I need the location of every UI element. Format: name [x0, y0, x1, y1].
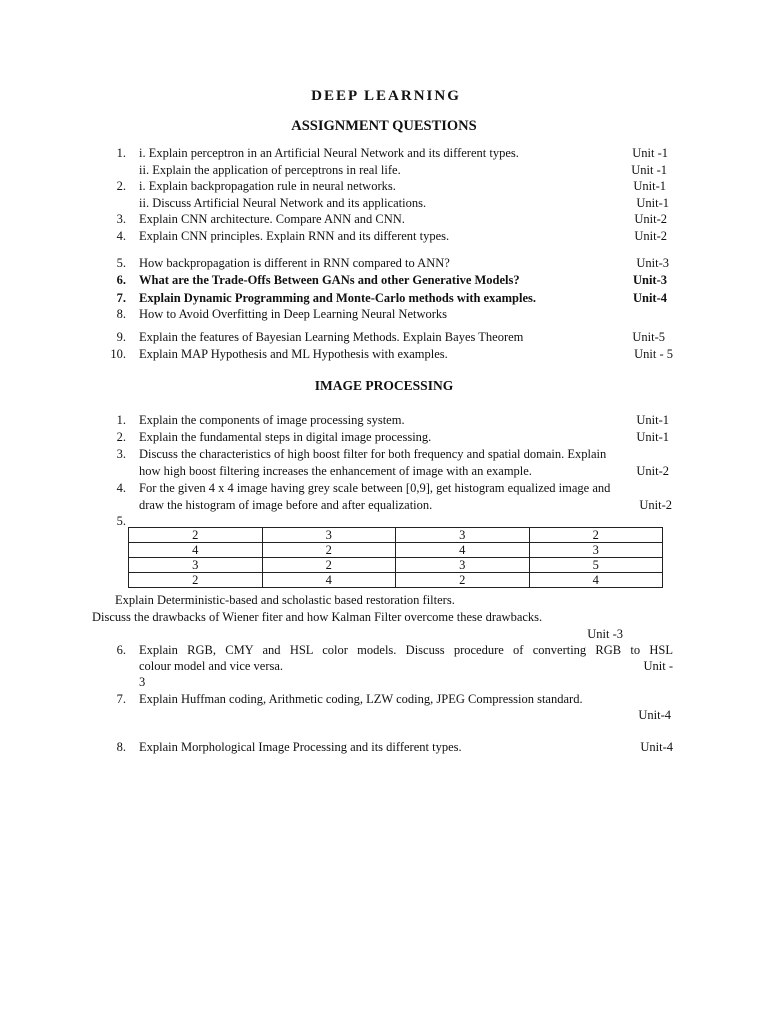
- question-number: 4.: [116, 229, 126, 243]
- unit-label: Unit-3: [632, 273, 667, 287]
- grid-row: [129, 558, 663, 573]
- question-number: 2.: [116, 430, 126, 444]
- unit-label: Unit -: [643, 659, 673, 673]
- grid-cell: 2: [262, 543, 396, 558]
- grid-cell: 2: [396, 573, 530, 588]
- ip-question-4-cont: [0, 497, 768, 514]
- question-number: 2.: [116, 179, 126, 193]
- question-number: 5.: [116, 514, 126, 528]
- grid-cell: 2: [129, 528, 263, 543]
- question-text: i. Explain backpropagation rule in neural networks.: [139, 179, 396, 193]
- question-number: 10.: [110, 347, 126, 361]
- unit-label: Unit-2: [636, 464, 669, 478]
- ip-question-8: [0, 739, 768, 756]
- question-text: colour model and vice versa.: [139, 659, 284, 673]
- unit-label: Unit-4: [632, 291, 667, 305]
- dl-question-2a: [0, 178, 768, 195]
- grid-cell: 4: [262, 573, 396, 588]
- dl-question-5: [0, 255, 768, 272]
- ip-question-6: [0, 642, 768, 659]
- question-text: Explain CNN architecture. Compare ANN and CNN.: [139, 212, 405, 226]
- question-text: How to Avoid Overfitting in Deep Learning Neural Networks: [139, 307, 448, 321]
- grid-row: [129, 543, 663, 558]
- question-text: Discuss the characteristics of high boost filter for both frequency and spatial domain. Explain: [139, 447, 607, 461]
- grid-row: [129, 528, 663, 543]
- grid-cell: 3: [129, 558, 263, 573]
- unit-label: Unit-5: [632, 330, 665, 344]
- dl-question-3: [0, 211, 768, 228]
- dl-question-1a: [0, 145, 768, 162]
- unit-label: Unit-1: [636, 430, 669, 444]
- question-text: ii. Discuss Artificial Neural Network and its applications.: [139, 196, 427, 210]
- question-text: Explain the components of image processing system.: [139, 413, 405, 427]
- question-text: Explain Dynamic Programming and Monte-Carlo methods with examples.: [139, 291, 536, 305]
- grid-cell: 2: [529, 528, 663, 543]
- ip-question-4: [0, 480, 768, 497]
- ip-question-5-unit-row: [0, 626, 768, 643]
- unit-label: Unit-2: [634, 212, 667, 226]
- question-text: Explain the fundamental steps in digital image processing.: [139, 430, 432, 444]
- question-number: 8.: [116, 740, 126, 754]
- unit-label: Unit-3: [636, 256, 669, 270]
- unit-label: Unit -1: [631, 163, 667, 177]
- question-text: Explain the features of Bayesian Learning Methods. Explain Bayes Theorem: [139, 330, 524, 344]
- ip-question-6-cont: [0, 658, 768, 675]
- question-text: Explain CNN principles. Explain RNN and its different types.: [139, 229, 450, 243]
- grid-cell: 2: [129, 573, 263, 588]
- question-number: 3.: [116, 212, 126, 226]
- question-number: 7.: [116, 692, 126, 706]
- unit-label: Unit-2: [634, 229, 667, 243]
- dl-title: DEEP LEARNING: [311, 88, 461, 104]
- dl-subtitle: ASSIGNMENT QUESTIONS: [291, 118, 477, 134]
- grid-cell: 3: [396, 528, 530, 543]
- grid-row: [129, 573, 663, 588]
- question-text: What are the Trade-Offs Between GANs and other Generative Models?: [139, 273, 520, 287]
- grid-cell: 3: [529, 543, 663, 558]
- question-number: 9.: [116, 330, 126, 344]
- grid-cell: 2: [262, 558, 396, 573]
- question-text: How backpropagation is different in RNN compared to ANN?: [139, 256, 450, 270]
- dl-question-2b: [0, 195, 768, 212]
- ip-question-7-unit-row: [0, 707, 768, 724]
- dl-question-6: [0, 272, 768, 289]
- question-text: Explain Huffman coding, Arithmetic coding, LZW coding, JPEG Compression standard.: [139, 692, 583, 706]
- ip-question-3-cont: [0, 463, 768, 480]
- question-text: how high boost filtering increases the enhancement of image with an example.: [139, 464, 532, 478]
- question-text: i. Explain perceptron in an Artificial Neural Network and its different types.: [139, 146, 519, 160]
- dl-question-1b: [0, 162, 768, 179]
- question-number: 5.: [116, 256, 126, 270]
- question-number: 7.: [116, 291, 126, 305]
- question-text: ii. Explain the application of perceptrons in real life.: [139, 163, 401, 177]
- unit-label: Unit-2: [639, 498, 672, 512]
- grid-cell: 3: [262, 528, 396, 543]
- unit-label: Unit-1: [636, 413, 669, 427]
- ip-question-7: [0, 691, 768, 708]
- unit-label: Unit - 5: [634, 347, 673, 361]
- dl-question-7: [0, 290, 768, 307]
- question-text: Explain MAP Hypothesis and ML Hypothesis with examples.: [139, 347, 448, 361]
- unit-label: Unit-1: [636, 196, 669, 210]
- unit-label: Unit-4: [640, 740, 673, 754]
- ip-question-1: [0, 412, 768, 429]
- ip-question-6-unit-wrap: 3: [139, 675, 146, 689]
- grid-cell: 5: [529, 558, 663, 573]
- ip-question-3: [0, 446, 768, 463]
- question-number: 1.: [116, 146, 126, 160]
- dl-question-8: [0, 306, 768, 323]
- question-text: draw the histogram of image before and after equalization.: [139, 498, 433, 512]
- grid-cell: 4: [129, 543, 263, 558]
- question-number: 1.: [116, 413, 126, 427]
- dl-question-10: [0, 346, 768, 363]
- grid-cell: 4: [396, 543, 530, 558]
- ip-title: IMAGE PROCESSING: [314, 378, 454, 393]
- question-number: 3.: [116, 447, 126, 461]
- ip-question-5-text-1: Explain Deterministic-based and scholastic based restoration filters.: [115, 593, 455, 607]
- unit-label: Unit -1: [632, 146, 668, 160]
- question-number: 6.: [116, 273, 126, 287]
- unit-label: Unit-1: [633, 179, 666, 193]
- dl-question-9: [0, 329, 768, 346]
- ip-question-2: [0, 429, 768, 446]
- dl-question-4: [0, 228, 768, 245]
- grid-cell: 3: [396, 558, 530, 573]
- question-number: 6.: [116, 643, 126, 657]
- question-number: 4.: [116, 481, 126, 495]
- unit-label: Unit-4: [638, 708, 671, 722]
- question-number: 8.: [116, 307, 126, 321]
- question-text: Explain RGB, CMY and HSL color models. Discuss procedure of converting RGB to HSL: [139, 643, 673, 657]
- ip-question-5-text-2: Discuss the drawbacks of Wiener fiter and how Kalman Filter overcome these drawbacks.: [92, 610, 543, 624]
- unit-label: Unit -3: [587, 627, 623, 641]
- question-text: For the given 4 x 4 image having grey scale between [0,9], get histogram equalized image and: [139, 481, 611, 495]
- question-text: Explain Morphological Image Processing and its different types.: [139, 740, 462, 754]
- image-grid-table: [128, 527, 663, 588]
- grid-cell: 4: [529, 573, 663, 588]
